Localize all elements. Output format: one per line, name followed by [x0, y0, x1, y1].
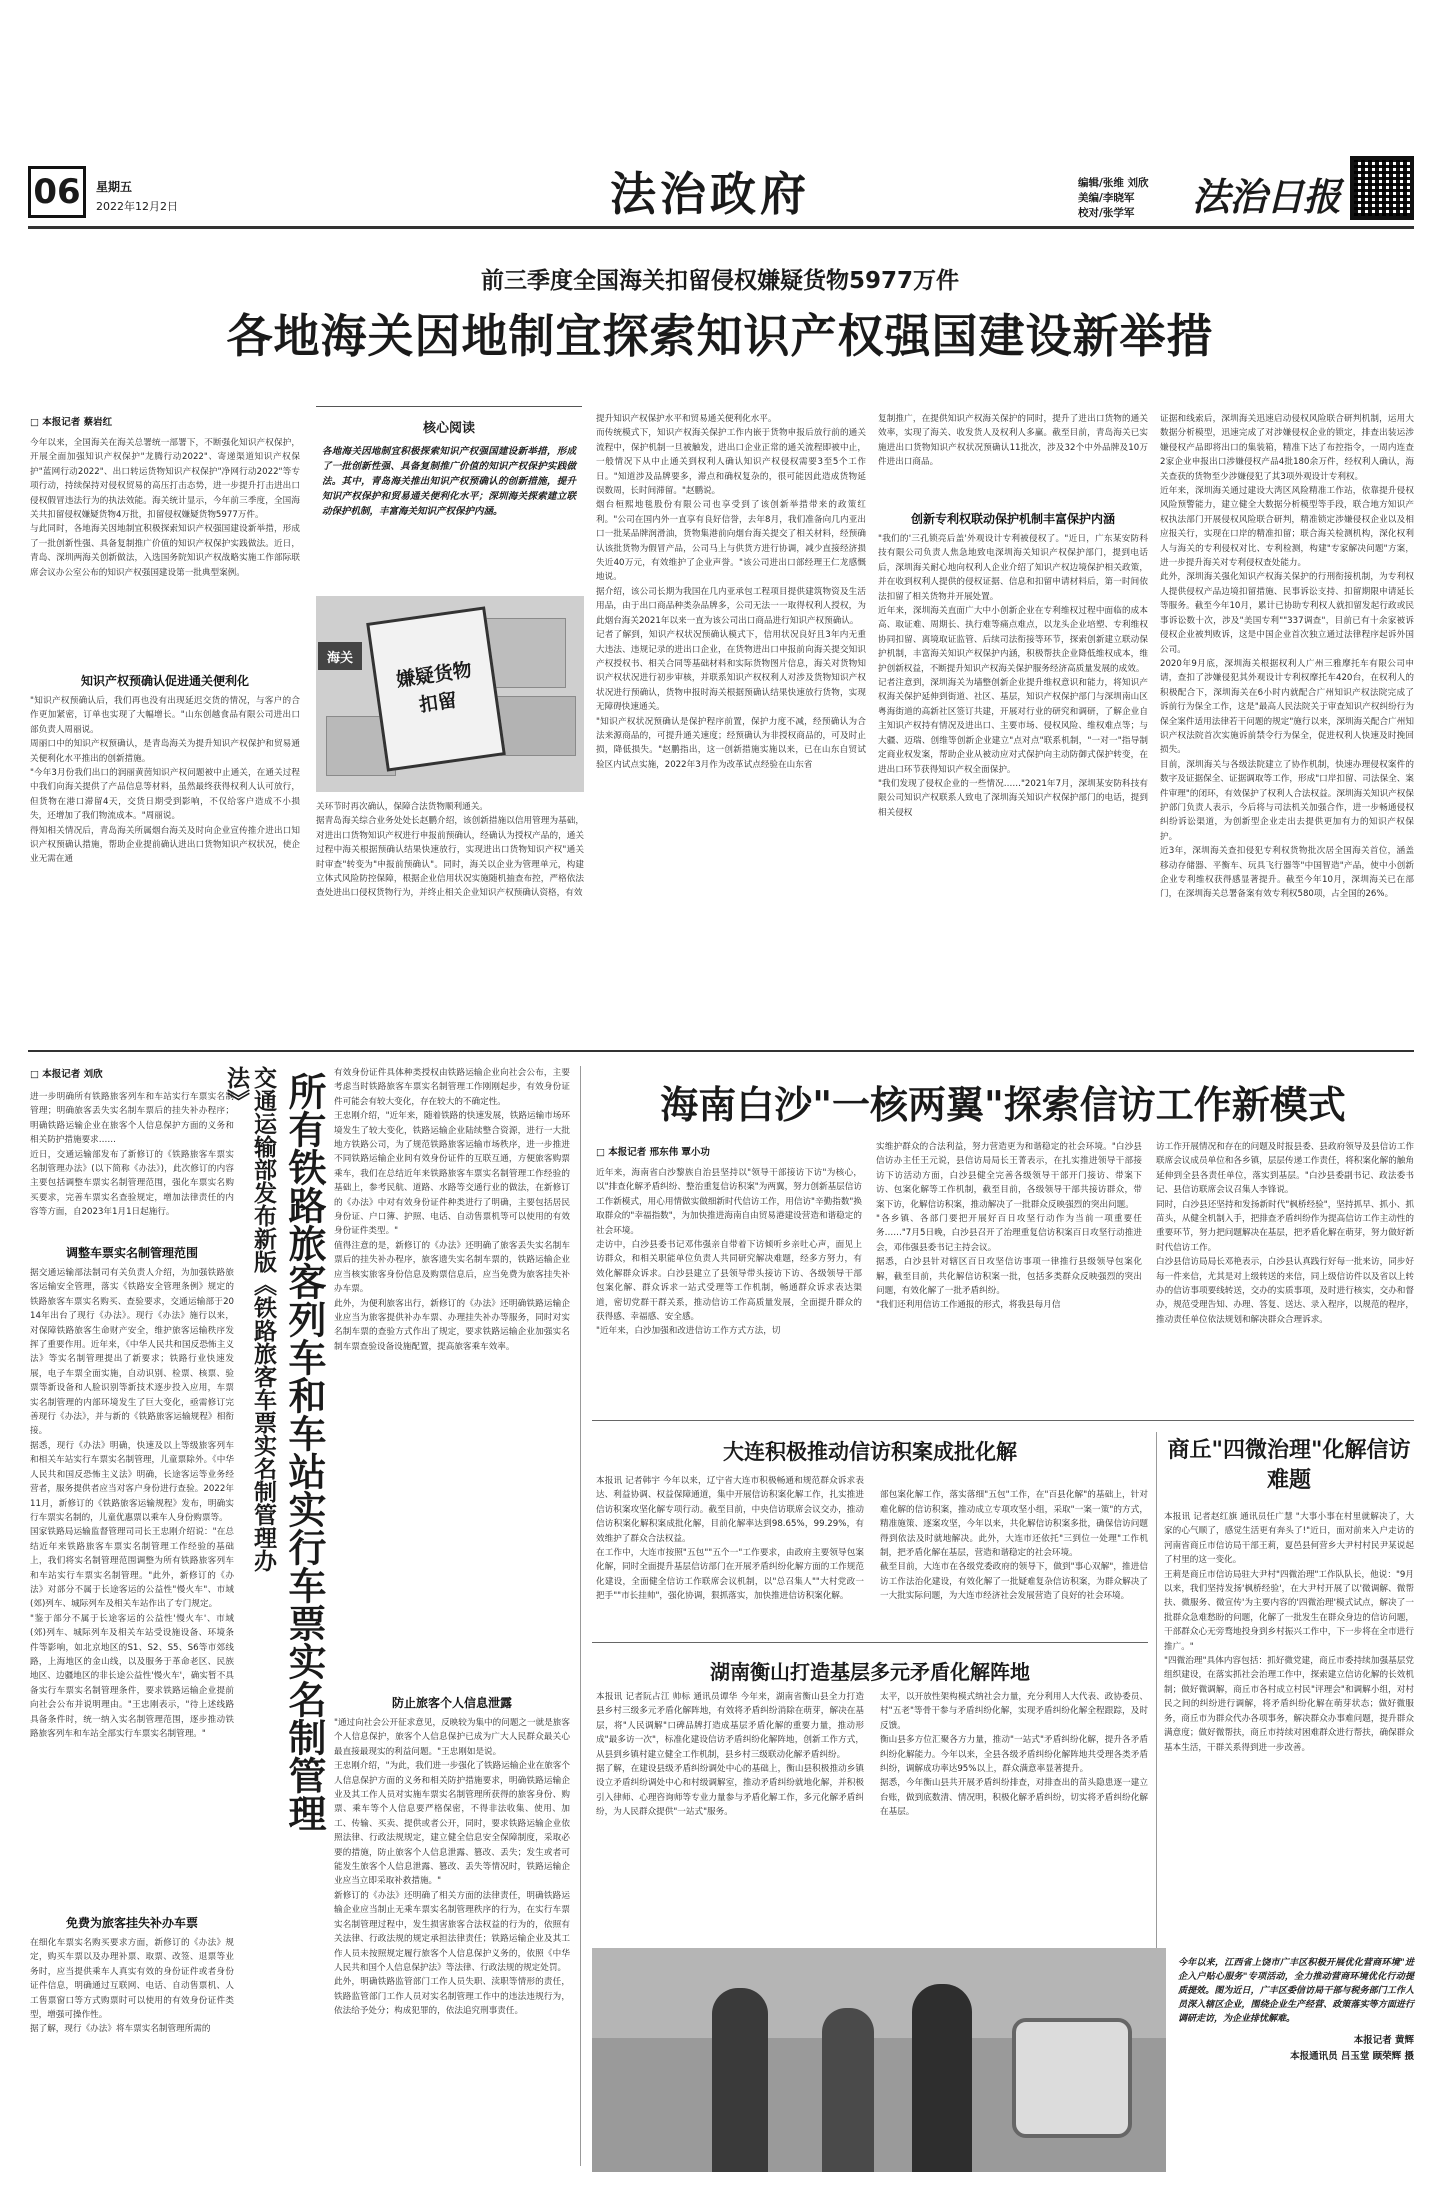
story1-subhead-2: 创新专利权联动保护机制丰富保护内涵 [910, 512, 1115, 526]
story2-col1-text-c: 在细化车票实名购买要求方面，新修订的《办法》规定，购买车票以及办理补票、取票、改签、退票等业务时，应当提供乘车人真实有效的身份证件或者身份证件信息，明确通过互联网、电话、自动售票机、人工售票窗口等方式购票时可以使用的有效身份证件类型，增强可操作性。 据了解，现行《办法》将车票实名制管理所需的 [30, 1938, 234, 2035]
story3-headline: 海南白沙"一核两翼"探索信访工作新模式 [660, 1083, 1346, 1127]
story2-col2-text: 有效身份证件具体种类授权由铁路运输企业向社会公布，主要考虑当时铁路旅客车票实名制管理工作刚刚起步，有效身份证件可能会有较大变化，存在较大的不确定性。 王忠刚介绍，"近年来，随着铁路的快速发展，铁路运输市场环境发生了较大变化，铁路运输企业陆续整合资源，进行一大批地方铁路公司，为了规范铁路旅客运输市场秩序，进一步推进不同铁路运输企业间有效身份证件的互联互通，方便旅客购票乘车，我们在总结近年来铁路旅客车票实名制管理工作经验的基础上，参考民航、道路、水路等交通行业的做法，在新修订的《办法》中对有效身份证件种类进行了明确，主要包括居民身份证、户口簿、护照、电话、自动售票机等可以使用的有效身份证件类型。" 值得注意的是，新修订的《办法》还明确了旅客丢失实名制车票后的挂失补办程序，旅客遗失实名制车票的，铁路运输企业应当核实旅客身份信息及购票信息后，应当免费为旅客挂失补办车票。 此外，为便利旅客出行，新修订的《办法》还明确铁路运输企业应当为旅客提供补办车票、办理挂失补办等服务，同时对实名制车票的查验方式作出了规定，要求铁路运输企业加强实名制车票查验设备设施配置，提高旅客乘车效率。 [334, 1068, 570, 1352]
story1-col1-text-b: "知识产权预确认后，我们再也没有出现延迟交货的情况，与客户的合作更加紧密，订单也实现了大幅增长。"山东创越食品有限公司进出口部负责人周丽说。 周丽口中的知识产权预确认，是青岛海关为提升知识产权保护和贸易通关便利化水平推出的创新措施。 "今年3月份我们出口的润丽黄茵知识产权问题被中止通关，在通关过程中我们向海关提供了产品信息等材料，虽然最终获得权利人认可放行，但货物在港口滞留4天，交货日期受到影响，不仅给客户造成不小损失，还增加了我们物流成本。"周丽说。 得知相关情况后，青岛海关所属烟台海关及时向企业宣传推介进出口知识产权预确认措施，帮助企业提前确认进出口货物知识产权状况，使企业无需在通 [30, 696, 300, 865]
photo-screen [1012, 2018, 1132, 2138]
story3-bottom-rule [592, 1420, 1414, 1421]
story1-subhead-1: 知识产权预确认促进通关便利化 [80, 674, 249, 688]
customs-seizure-illustration [316, 596, 584, 792]
masthead-weekday: 星期五 [96, 180, 133, 194]
paper-logo: 法治日报 [1192, 174, 1341, 219]
story1-col4-text: 复制推广，在提供知识产权海关保护的同时，提升了进出口货物的通关效率，实现了海关、收发货人及权利人多赢。截至目前，青岛海关已实施进出口货物知识产权状况预确认11批次，涉及32个中外品牌及10万件进出口商品。 [878, 414, 1148, 468]
photo-person-3 [912, 1984, 972, 2172]
story6-text: 本报讯 记者阮占江 帅标 通讯员谭华 今年来，湖南省衡山县全力打造县乡村三级多元矛盾化解阵地，有效将矛盾纠纷消除在萌芽，解决在基层，将"人民调解"口碑品牌打造成基层矛盾化解的重要力量，推动形成"最多访一次"，标准化建设信访矛盾纠纷化解阵地，创新工作方式，从县到乡镇村建立健全工作机制，县乡村三级联动化解矛盾纠纷。 据了解，在建设县级矛盾纠纷调处中心的基础上，衡山县积极推动乡镇设立矛盾纠纷调处中心和村级调解室，推动矛盾纠纷就地化解，并积极引入律师、心理咨询师等专业力量参与矛盾化解工作，多元化解矛盾纠纷，为人民群众提供"一站式"服务。 太平，以开放性架构模式纳社会力量，充分利用人大代表、政协委员、村"五老"等骨干参与矛盾纠纷化解，实现矛盾纠纷化解全程跟踪，及时反馈。 衡山县多方位汇聚各方力量，推动"一站式"矛盾纠纷化解，提升各矛盾纠纷化解能力。今年以来，全县各级矛盾纠纷化解阵地共受理各类矛盾纠纷，调解成功率达95%以上，群众满意率显著提升。 据悉，今年衡山县共开展矛盾纠纷排查，对排查出的苗头隐患逐一建立台账，做到底数清、情况明，积极化解矛盾纠纷，切实将矛盾纠纷化解在基层。 [596, 1692, 1148, 1818]
story4-bottom-rule [592, 1642, 1148, 1643]
story2-col1-text: 进一步明确所有铁路旅客列车和车站实行车票实名制管理；明确旅客丢失实名制车票后的挂失补办程序；明确铁路运输企业在旅客个人信息保护方面的义务和相关防护措施要求…… 近日，交通运输部发布了新修订的《铁路旅客车票实名制管理办法》(以下简称《办法》)，此次修订的内容主要包括调整车票实名制管理范围，强化车票实名购买要求，完善车票实名查验规定，增加法律责任的内容等方面，自2023年1月1日起施行。 [30, 1092, 234, 1218]
customs-side-label: 海关 [318, 642, 362, 670]
story2-byline: □ 本报记者 刘欣 [30, 1069, 103, 1080]
story1-col1-text: 今年以来，全国海关在海关总署统一部署下，不断强化知识产权保护，开展全面加强知识产权保护"龙腾行动2022"、寄递渠道知识产权保护"蓝网行动2022"、出口转运货物知识产权保护"净网行动2022"等专项行动，持续保持对侵权贸易的高压打击态势，进一步提升打击进出口侵权假冒违法行为的执法效能。海关统计显示，今年前三季度，全国海关共扣留侵权嫌疑货物4万批，扣留侵权嫌疑货物5977万件。 与此同时，各地海关因地制宜积极探索知识产权强国建设新举措，形成了一批创新性强、具备复制推广价值的知识产权保护实践做法。近日，青岛、深圳两海关创新做法，入选国务院知识产权战略实施工作部际联席会议办公室公布的知识产权强国建设第一批典型案例。 [30, 438, 300, 578]
core-reading-title: 核心阅读 [422, 421, 475, 436]
qr-code-icon [1350, 156, 1414, 220]
story3-col1-text: 近年来，海南省白沙黎族自治县坚持以"领导干部接访下访"为核心，以"排查化解矛盾纠纷、整治重复信访积案"为两翼，努力创新基层信访工作新模式，用心用情做实做细新时代信访工作，用信访"辛勤指数"换取群众的"幸福指数"，为加快推进海南自由贸易港建设营造和谐稳定的社会环境。 走访中，白沙县委书记邓伟强亲自带着下访倾听乡亲吐心声，面见上访群众，和相关职能单位负责人共同研究解决难题，经多方努力，有效化解群众诉求。白沙县建立了县领导带头接访下访、各级领导干部包案化解、群众诉求一站式受理等工作机制，畅通群众诉求表达渠道，密切党群干群关系，推动信访工作高质量发展，全面提升群众的获得感、幸福感、安全感。 "近年来，白沙加强和改进信访工作方式方法，切 [596, 1168, 862, 1337]
photo-person-2 [822, 2008, 874, 2172]
story1-bottom-rule [28, 1050, 1414, 1052]
photo-caption: 今年以来，江西省上饶市广丰区积极开展优化营商环境"进企入户贴心服务"专项活动，全力推动营商环境优化行动提质提效。图为近日，广丰区委信访局干部与税务部门工作人员深入辖区企业，围绕企业生产经营、政策落实等方面进行调研走访，为企业排忧解难。 [1178, 1958, 1414, 2024]
story2-headline: 所有铁路旅客列车和车站实行车票实名制管理 [282, 1072, 326, 1832]
photo-caption-box [1178, 1956, 1414, 2172]
photo-person-1 [712, 1988, 768, 2172]
story2-kicker: 交通运输部发布新版《铁路旅客车票实名制管理办法》 [223, 1066, 276, 1572]
story3-col3-text: 访工作开展情况和存在的问题及时报县委、县政府领导及县信访工作联席会议成员单位和各乡镇，层层传递工作责任，将积案化解的触角延伸到全县各责任单位，落实到基层。"白沙县委副书记、政法委书记、县信访联席会议召集人李锋说。 同时，白沙县还坚持和发扬新时代"枫桥经验"，坚持抓早、抓小、抓苗头，从健全机制入手，把排查矛盾纠纷作为提高信访工作主动性的重要环节，努力把问题解决在基层，把矛盾化解在萌芽，努力做好新时代信访工作。 白沙县信访局局长邓艳表示，白沙县认真践行好每一批来访，同步好每一件来信，尤其是对上级转送的来信，同上级信访件以及省以上转办的信访事项要线转送，交办的实质事项，及时进行核实，交办和督办，规范受理告知、办理、答复、送达、录入程序，以规范的程序，推动责任单位依法规划和解决群众合理诉求。 [1156, 1142, 1414, 1325]
page-number: 06 [33, 172, 81, 212]
story1-col4-text-b: "我们的'三孔锁亮后盖'外观设计专利被侵权了。"近日，广东某安防科技有限公司负责人焦急地致电深圳海关知识产权保护部门，提到电话后，深圳海关耐心地向权利人企业介绍了知识产权边境保护相关政策，并在收到权利人提供的侵权证据、信息和扣留申请材料后，第一时间依法扣留了相关货物并开展处置。 近年来，深圳海关直面广大中小创新企业在专利维权过程中面临的成本高、取证难、周期长、执行难等痛点难点，以龙头企业培塑、专利维权协同扣留、离境取证监管、后续司法衔接等环节，探索创新建立联动保护机制，丰富海关知识产权保护内涵，积极帮扶企业降低维权成本，维护创新权益，不断提升知识产权海关保护服务经济高质量发展的成效。 记者注意到，深圳海关为墙整创新企业提升维权意识和能力，将知识产权海关保护延伸到街道、社区、基层，知识产权保护部门与深圳南山区粤海街道的高新社区签订共建，开展对行业的研究和调研，了解企业自主知识产权持有情况及进出口、主要市场、侵权风险、维权难点等；与大疆、迈瑞、创维等创新企业建立"点对点"联系机制，"一对一"指导制定商业权发案，帮助企业从被动应对式保护向主动防御式保护转变，在进出口环节获得知识产权全面保护。 "我们发现了侵权企业的一些情况……"2021年7月，深圳某安防科技有限公司知识产权联系人致电了深圳海关知识产权保护部门的电话，提到相关侵权 [878, 534, 1148, 818]
story1-byline: □ 本报记者 蔡岩红 [30, 417, 113, 428]
story1-col3-text: 提升知识产权保护水平和贸易通关便利化水平。 而传统模式下，知识产权海关保护工作内嵌于货物申报后放行前的通关流程中，保护机制一旦被触发，进出口企业正常的通关流程即被中止，一般情况下从中止通关到权利人确认知识产权侵权需要3至5个工作日。"知道涉及品牌要多，滞点和确权复杂的，很可能因此造成货物延误数周，长时间滞留。"赵鹏说。 烟台桓熙地毯股份有限公司也享受到了该创新举措带来的政策红利。"公司在国内外一直享有良好信誉，去年8月，我们准备向几内亚出口一批某品牌润滑油，货物集港前向烟台海关提交了相关材料，经预确认该批货物为假冒产品，公司马上与供货方进行协调，减少直接经济损失近40万元，有效维护了企业声誉。"该公司进出口部经理王仁龙感慨地说。 据介绍，该公司长期为我国在几内亚承包工程项目提供建筑物资及生活用品，由于出口商品种类杂品牌多，公司无法一一取得权利人授权，为此烟台海关2021年以来一直为该公司出口商品进行知识产权预确认。 记者了解到，知识产权状况预确认模式下，信用状况良好且3年内无重大违法、违规记录的进出口企业，在货物进出口申报前向海关提交知识产权授权书、相关合同等基础材料和实际货物图片信息，海关对货物知识产权状况进行初步审核，并联系知识产权权利人对涉及货物知识产权状况进行预确认，货物申报时海关根据预确认结果快速放行货物，实现无障碍快速通关。 "知识产权状况预确认是保护程序前置，保护力度不减，经预确认为合法来源商品的，可提升通关速度；经预确认为非授权商品的，可及时止损，降低损失。"赵鹏指出，这一创新措施实施以来，已在山东自贸试验区内试点实施，2022年3月作为改革试点经验在山东省 [596, 414, 866, 770]
story5-text: 本报讯 记者赵红旗 通讯员任广慧 "大事小事在村里就解决了，大家的心气顺了，感觉生活更有奔头了!"近日，面对前来入户走访的河南省商丘市信访局干部王莉，夏邑县何营乡大尹村村民尹某说起了村里的这一变化。 王莉是商丘市信访局驻大尹村"四微治理"工作队队长，他说："9月以来，我们坚持发扬'枫桥经验'，在大尹村开展了以'微调解、微帮扶、微服务、微宣传'为主要内容的'四微治理'模式试点，解决了一批群众急难愁盼的问题，化解了一批发生在群众身边的信访问题，干部群众心无旁骛地投身到乡村振兴工作中，下一步将在全市进行推广。" "四微治理"具体内容包括：抓好微党建，商丘市委持续加强基层党组织建设，在落实抓社会治理工作中，探索建立信访化解的长效机制；做好微调解，商丘市各村成立村民"评理会"和调解小组，对村民之间的纠纷进行调解，将矛盾纠纷化解在萌芽状态；做好微服务，商丘市为群众代办各项事务，解决群众办事难问题，提升群众满意度；做好微帮扶，商丘市持续对困难群众进行帮扶，确保群众基本生活，干群关系得到进一步改善。 [1164, 1512, 1414, 1753]
story6-headline: 湖南衡山打造基层多元矛盾化解阵地 [710, 1660, 1030, 1684]
story2-col2-text-b: "通过向社会公开征求意见，反映较为集中的问题之一就是旅客个人信息保护，旅客个人信息保护已成为广大人民群众最关心最直接最现实的利益问题。"王忠刚如是说。 王忠刚介绍，"为此，我们进一步强化了铁路运输企业在旅客个人信息保护方面的义务和相关防护措施要求，明确铁路运输企业及其工作人员对实施车票实名制管理所获得的旅客身份、购票、乘车等个人信息要严格保密，不得非法收集、使用、加工、传输、买卖、提供或者公开，同时，要求铁路运输企业依照法律、行政法规规定，建立健全信息安全保障制度，采取必要的措施，防止旅客个人信息泄露、篡改、丢失；发生或者可能发生旅客个人信息泄露、篡改、丢失等情况时，铁路运输企业应当立即采取补救措施。" 新修订的《办法》还明确了相关方面的法律责任，明确铁路运输企业应当制止无乘车票实名制管理秩序的行为，在实行车票实名制管理过程中，发生损害旅客合法权益的行为的，依照有关法律、行政法规的规定承担法律责任；铁路运输企业及其工作人员未按照规定履行旅客个人信息保护义务的，依照《中华人民共和国个人信息保护法》等法律、行政法规的规定处罚。 此外，明确铁路监管部门工作人员失职、渎职等情形的责任，铁路监管部门工作人员对实名制管理工作中的违法违规行为，依法给予处分；构成犯罪的，依法追究刑事责任。 [334, 1718, 570, 2017]
story1-col5-text: 证据和线索后，深圳海关迅速启动侵权风险联合研判机制，运用大数据分析模型，迅速完成了对涉嫌侵权企业的锁定，排查出装运涉嫌侵权产品即将出口的集装箱，精准下达了布控指令，一周内连查2家企业申报出口涉嫌侵权产品4批180余万件，经权利人确认，海关查获的货物至少涉嫌侵犯了其3项外观设计专利权。 近年来，深圳海关通过建设大湾区风险精准工作站，依靠提升侵权风险预警能力，建立健全大数据分析模型等手段，联合地方知识产权执法部门开展侵权风险联合研判，精准锁定涉嫌侵权企业以及相应报关行，实现在口岸的精准扣留；联合海关检测机构，深化权利人与海关的专利侵权对比、专利检测，构建"专家解决问题"方案，进一步提升海关对专利侵权查处能力。 此外，深圳海关强化知识产权海关保护的行刑衔接机制，为专利权人提供侵权产品边境扣留措施、民事诉讼支持、扣留期限申请延长等服务。截至今年10月，累计已协助专利权人就扣留发起行政或民事诉讼数十次，涉及"美国专利""337调查"，目前已有十余家被诉侵权企业被判败诉，这是中国企业首次独立通过法律程序起诉外国公司。 2020年9月底，深圳海关根据权利人广州三雅摩托车有限公司申请，查扣了涉嫌侵犯其外观设计专利权摩托车420台，在权利人的积极配合下，深圳海关在6小时内就配合广州知识产权法院完成了诉前行为保全工作，这是"最高人民法院关于审查知识产权纠纷行为保全案件适用法律若干问题的规定"施行以来，深圳海关配合广州知识产权法院首次实施诉前禁令行为保全，促进权利人快速及时挽回损失。 目前，深圳海关与各级法院建立了协作机制，快速办理侵权案件的数字及证据保全、证据调取等工作，形成"口岸扣留、司法保全、案件审理"的闭环，有效保护了权利人合法权益。深圳海关知识产权保护部门负责人表示，今后将与司法机关加强合作，进一步畅通侵权纠纷诉讼渠道，为创新型企业走出去提供更加有力的知识产权保护。 近3年，深圳海关查扣侵犯专利权货物批次居全国海关首位，涵盖移动存储器、平衡车、玩具飞行器等"中国智造"产品，使中小创新企业专利维权获得感显著提升。截至今年10月，深圳海关已在部门，在深圳海关总署备案有效专利权580项，占全国的26%。 [1160, 414, 1414, 900]
news-photo [592, 1948, 1166, 2172]
story1-col2-text: 关环节时再次确认，保障合法货物顺利通关。 据青岛海关综合业务处处长赵鹏介绍，该创新措施以信用管理为基础，对进出口货物知识产权进行申报前预确认，经确认为授权产品的，通关过程中海关根据预确认结果快速放行，实现进出口货物知识产权"通关时审查"转变为"申报前预确认"。同时，海关以企业为管理单元，构建立体式风险防控保障，根据企业信用状况实施随机抽查布控，严格依法查处进出口侵权货物行为，并终止相关企业知识产权预确认资格，有效 [316, 802, 584, 899]
story2-subhead-1: 调整车票实名制管理范围 [65, 1246, 198, 1260]
story1-kicker: 前三季度全国海关扣留侵权嫌疑货物5977万件 [480, 268, 959, 294]
editor-line-2: 美编/李晓军 [1078, 192, 1135, 204]
photo-credit-2: 本报通讯员 吕玉堂 顾荣辉 摄 [1290, 2051, 1414, 2062]
story3-byline: □ 本报记者 邢东伟 覃小功 [596, 1147, 710, 1158]
story2-divider [580, 1066, 581, 2166]
story4-text: 本报讯 记者韩宇 今年以来，辽宁省大连市积极畅通和规范群众诉求表达、利益协调、权益保障通道，集中开展信访积案化解工作，扎实推进信访积案攻坚化解专项行动。截至目前，中央信访联席会议交办，推动信访积案化解积案成批化解，目前化解率达到98.65%，99.29%，有效维护了群众合法权益。 在工作中，大连市按照"五包""五个一"工作要求，由政府主要领导包案化解，同时全面提升基层信访部门在开展矛盾纠纷化解方面的工作规范化建设，全面健全信访工作联席会议机制，以"总召集人""大村党政一把手""市长挂帅"，强化协调，狠抓落实，加快推进信访积案化解。 部包案化解工作，落实落细"五包"工作，在"百县化解"的基础上，针对难化解的信访积案，推动成立专项攻坚小组，采取"一案一策"的方式，精准施策、逐案攻坚，今年以来，共化解信访积案多批，确保信访问题得到依法及时就地解决。此外，大连市还依托"三到位一处理"工作机制，把矛盾化解在基层，营造和谐稳定的社会环境。 截至目前，大连市在各级党委政府的领导下，做到"事心双解"，推进信访工作法治化建设，有效化解了一批疑难复杂信访积案，为群众解决了一大批实际问题，为大连市经济社会发展营造了良好的社会环境。 [596, 1476, 1148, 1602]
story2-subhead-3: 防止旅客个人信息泄露 [391, 1696, 512, 1710]
story1-headline: 各地海关因地制宜探索知识产权强国建设新举措 [226, 309, 1214, 363]
photo-credit-1: 本报记者 黄辉 [1353, 2035, 1414, 2046]
story2-col1-text-b: 据交通运输部法制司有关负责人介绍，为加强铁路旅客运输安全管理，落实《铁路安全管理条例》规定的铁路旅客车票实名购买、查验要求，交通运输部于2014年出台了现行《办法》。现行《办法》施行以来，对保障铁路旅客生命财产安全，维护旅客运输秩序发挥了重要作用。近年来，《中华人民共和国反恐怖主义法》等实名制管理提出了新要求；铁路行业快速发展，电子车票全面实施，自动识别、检票、核票、验票等新设备和人脸识别等新技术逐步投入应用，车票实名制管理的内部环境发生了巨大变化，亟需修订完善现行《办法》，并与新的《铁路旅客运输规程》相衔接。 据悉，现行《办法》明确，快速及以上等级旅客列车和相关车站实行车票实名制管理，儿童票除外。《中华人民共和国反恐怖主义法》明确，长途客运等业务经营者，服务提供者应当对客户身份进行查验。2022年11月，新修订的《铁路旅客运输规程》发布，明确实行车票实名制的，儿童优惠票以乘车人身份购票等。 国家铁路局运输监督管理司司长王忠刚介绍说："在总结近年来铁路旅客车票实名制管理工作经验的基础上，我们将实名制管理范围调整为所有铁路旅客列车和车站实行车票实名制管理。"此外，新修订的《办法》对部分不属于长途客运的公益性"慢火车"、市域(郊)列车、城际列车及相关车站作出了专门规定。 "鉴于部分不属于长途客运的公益性'慢火车'、市域(郊)列车、城际列车及相关车站受设施设备、环境条件等影响，如北京地区的S1、S2、S5、S6等市郊线路，上海地区的金山线，以及服务于革命老区、民族地区、边疆地区的非长途公益性'慢火车'，确实暂不具备实行车票实名制管理条件，要求铁路运输企业提前向社会公布并说明理由。"王忠刚表示，"待上述线路具备条件时，统一纳入实名制管理范围，逐步推动铁路旅客列车和车站全部实行车票实名制管理。" [30, 1268, 234, 1739]
editor-credits [1078, 176, 1149, 221]
core-reading-box [316, 406, 582, 586]
story3-col2-text: 实维护群众的合法利益，努力营造更为和谐稳定的社会环境。"白沙县信访办主任王元说，县信访局局长王菁表示，在扎实推进领导干部接访下访活动方面，白沙县健全完善各级领导干部开门接访、带案下访、包案化解等工作机制，截至目前，各级领导干部共接访群众，带案下访，化解信访积案，推动解决了一批群众反映强烈的突出问题。 "各乡镇、各部门要把开展好百日攻坚行动作为当前一项重要任务……"7月5日晚，白沙县召开了治理重复信访积案百日攻坚行动推进会，邓伟强县委书记主持会议。 据悉，白沙县针对辖区百日攻坚信访事项一律推行县级领导包案化解，截至目前，共化解信访积案一批，包括多类群众反映强烈的突出问题，有效化解了一批矛盾纠纷。 "我们还利用信访工作通报的形式，将我县每月信 [876, 1142, 1142, 1311]
editor-line-1: 编辑/张维 刘欣 [1078, 177, 1149, 189]
core-reading-text: 各地海关因地制宜积极探索知识产权强国建设新举措，形成了一批创新性强、具备复制推广价值的知识产权保护实践做法。其中，青岛海关推出知识产权预确认的创新措施，提升知识产权保护和贸易通关便利化水平；深圳海关探索建立联动保护机制，丰富海关知识产权保护内涵。 [322, 446, 576, 517]
editor-line-3: 校对/张学军 [1078, 207, 1135, 219]
section-title: 法治政府 [610, 167, 810, 221]
masthead-date: 2022年12月2日 [96, 200, 178, 213]
story4-headline: 大连积极推动信访积案成批化解 [723, 1440, 1017, 1464]
story5-headline-box [1164, 1436, 1414, 1496]
seizure-stamp-text: 嫌疑货物 扣留 [394, 658, 474, 717]
story5-headline: 商丘"四微治理"化解信访难题 [1167, 1438, 1411, 1493]
seizure-stamp [366, 606, 506, 771]
story2-subhead-2: 免费为旅客挂失补办车票 [65, 1916, 198, 1930]
page-number-box [28, 166, 86, 218]
masthead-rule [28, 226, 1414, 229]
story4-divider [1156, 1432, 1157, 1952]
box-shape-2 [496, 696, 576, 756]
